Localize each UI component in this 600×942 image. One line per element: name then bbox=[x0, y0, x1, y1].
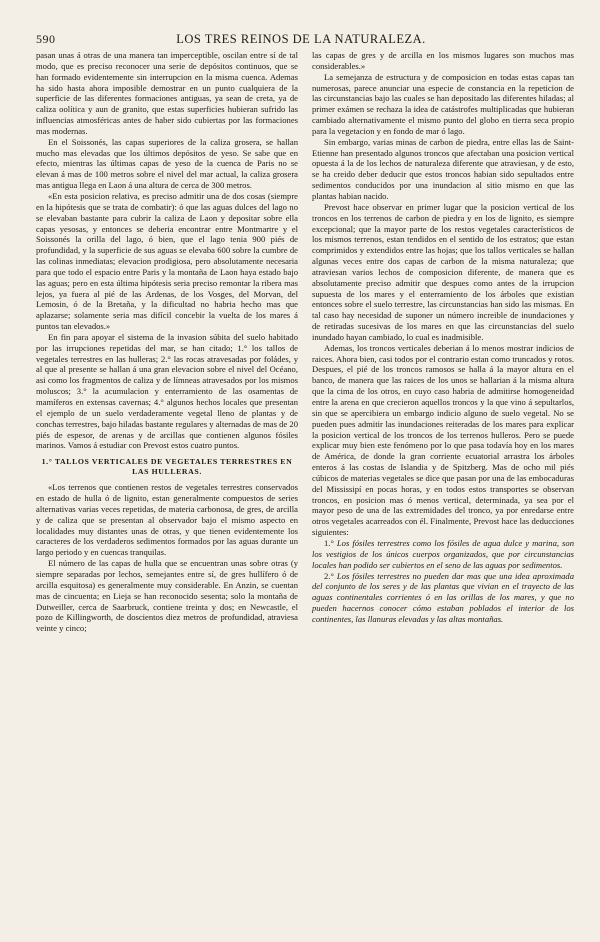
item-text: Los fósiles terrestres como los fósiles de agua dulce y marina, son los vestigios de los únicos cuerpos organizados, que por circunstancias locales han podido ser cubiertos en el seno de las aguas por sedimentos. bbox=[312, 537, 574, 570]
paragraph: pasan unas á otras de una manera tan imperceptible, oscilan entre sí de tal modo, que es preciso reconocer una serie de depósitos continuos, que se han formado evidentemente sin interrupcion en la misma cuenca. Ademas ha sido hasta ahora imposible demostrar en un punto cualquiera de la superficie de las diferentes formaciones antiguas, ya sean de creta, ya de caliza oolítica y aun de granito, que estas superficies hubieran sufrido las influencias atmosféricas antes de haber sido cubiertas por las formaciones mas modernas. bbox=[36, 50, 298, 136]
paragraph: «En esta posicion relativa, es preciso admitir una de dos cosas (siempre en la hipótesis que se trata de combatir): ó que las aguas dulces del lago no se elevaban bastante para cubrir la caliza de Laon y depositar sobre ella capas yesosas, y entonces se deberia encontrar entre Montmartre y el Soissonés la orilla del lago, ó bien, que el lago tenia 900 piés de profundidad, y la superficie de sus aguas se elevaba 600 sobre la cumbre de las colinas inmediatas; elevacion prodigiosa, pero absolutamente necesaria para que todo el espacio entre Paris y la montaña de Laon haya estado bajo las aguas; pero en esta última hipótesis seria preciso remontar la ribera mas lejos, ya fuera al pié de las Ardenas, de los Vosges, del Morvan, del Lemosin, ó de la Bretaña, y la dificultad no habria hecho mas que aplazarse; solamente seria mas difícil concebir la vuelta de los mares á puntos tan elevados.» bbox=[36, 190, 298, 332]
paragraph: «Los terrenos que contienen restos de vegetales terrestres conservados en estado de hulla ó de lignito, estan generalmente compuestos de series alternativas varias veces repetidas, de materia carbonosa, de gres, de arcilla y de caliza que se presentan al observador bajo el mismo aspecto en localidades muy distantes unas de otras, y que tienen evidentemente los caracteres de los verdaderos sedimentos formados por las aguas durante un largo periodo y en cuencas tranquilas. bbox=[36, 482, 298, 558]
item-number: 1.° bbox=[324, 537, 334, 548]
page-header bbox=[36, 32, 566, 48]
paragraph: Sin embargo, varias minas de carbon de piedra, entre ellas las de Saint-Etienne han presentado algunos troncos que afectaban una posicion vertical opuesta á la de los lechos de naturaleza diferente que atraviesan, y de esto, se ha creido deber deducir que estos troncos habian sido sepultados entre sedimentos conducidos por una inundacion al sitio mismo en que las plantas habian nacido. bbox=[312, 136, 574, 201]
deduction-item bbox=[312, 571, 574, 625]
item-text: Los fósiles terrestres no pueden dar mas que una idea aproximada del conjunto de los seres y de las plantas que vivian en el trayecto de las aguas continentales corrientes ó en las orillas de los mares, y que no pueden hacernos conocer cómo estaban poblados el interior de los continentes, las llanuras elevadas y las altas montañas. bbox=[312, 570, 574, 624]
paragraph: La semejanza de estructura y de composicion en todas estas capas tan numerosas, parece anunciar una especie de constancia en la repeticion de las circunstancias bajo las cuales se han depositado las diferentes hiladas; al primer exámen se rechaza la idea de catástrofes multiplicadas que hubieran cambiado alternativamente el mismo punto del globo en tierra seca propio para la vegetacion y en fondo de mar ó lago. bbox=[312, 71, 574, 136]
paragraph: las capas de gres y de arcilla en los mismos lugares son muchos mas considerables.» bbox=[312, 50, 574, 71]
paragraph: El número de las capas de hulla que se encuentran unas sobre otras (y siempre separadas por lechos, semejantes entre sí, de gres hullífero ó de arcilla esquitosa) es generalmente muy considerable. En Anzin, se cuentan mas de cincuenta; en Lieja se han reconocido sesenta; solo la montaña de Dutweiller, cerca de Saarbruck, contiene treinta y dos; en Newcastle, el pozo de Killingworth, de doscientos diez metros de profundidad, atraviesa veinte y cinco; bbox=[36, 558, 298, 634]
section-title: 1.° TALLOS VERTICALES DE VEGETALES TERRESTRES EN LAS HULLERAS. bbox=[41, 457, 293, 477]
paragraph: Prevost hace observar en primer lugar que la posicion vertical de los troncos en los terrenos de carbon de piedra y en los de lignito, es siempre excepcional; que la mayor parte de los restos vegetales característicos de los mismos terrenos, estan tendidos en el sentido de los estratos; que estan comprimidos y extendidos entre las hojas; que los tallos verticales se hallan algunas veces entre dos capas de carbon de la misma naturaleza; que atraviesan varios lechos de composicion diferente, de manera que es absolutamente preciso admitir que despues como antes de la irrupcion supuesta de los mares y el enterramiento de los árboles que existian entonces sobre el suelo terrestre, las circunstancias han sido las mismas. En tal caso hay necesidad de suponer un número increible de inundaciones y de retiradas sucesivas de los mares en que las circunstancias del suelo inundado hayan cambiado, lo cual es inadmisible. bbox=[312, 201, 574, 342]
deduction-item bbox=[312, 538, 574, 571]
item-number: 2.° bbox=[324, 570, 334, 581]
right-column bbox=[312, 50, 574, 625]
running-title: LOS TRES REINOS DE LA NATURALEZA. bbox=[176, 32, 426, 46]
paragraph: En el Soissonés, las capas superiores de la caliza grosera, se hallan mucho mas elevadas que los últimos depósitos de yeso. Se sabe que en efecto, mientras las últimas capas de yeso de la cuenca de Paris no se elevan á mas de 100 metros sobre el nivel del mar actual, la caliza grosera mas antigua llega en Laon á una altura de cerca de 300 metros. bbox=[36, 136, 298, 191]
paragraph: En fin para apoyar el sistema de la invasion súbita del suelo habitado por las irrupciones repetidas del mar, se han citado; 1.° los tallos de vegetales terrestres en las hulleras; 2.° las rocas atravesadas por foládes, y al que al presente se hallan á una gran elevacion sobre el nivel del Océano, asi como los fragmentos de caliza y de límneas atravesados por los mismos moluscos; 3.° la acumulacion y enterramiento de las osamentas de mamíferos en extensas cavernas; 4.° algunos hechos locales que presentan el ejemplo de un suelo verdaderamente vegetal lleno de plantas y de conchas terrestres, bajo hiladas bastante regulares y alternadas de mas de 20 piés de espesor, de arenas y de arcillas que contienen algunos fósiles marinos. Vamos á estudiar con Prevost estos cuatro puntos. bbox=[36, 331, 298, 451]
left-column bbox=[36, 50, 298, 634]
paragraph: Ademas, los troncos verticales deberian á lo menos mostrar indicios de raices. Ahora bien, casi todos por el contrario estan como truncados y rotos. Despues, el pié de los troncos ramosos se halla á la mayor altura en el banco, de manera que las raices de los unos se hallarian á la misma altura que la cima de los otros, en cuyo caso habria de admitirse homogeneidad entre la arena en que crecieron aquellos troncos y la que vino á sepultarlos, sin que se apercibiera un embargo indicio alguno de suelo vegetal. No se pueden pues admitir las inundaciones reiteradas de los mares para explicar la posicion vertical de los troncos de los terrenos hulleros. Pero se puede explicar muy bien este fenómeno por lo que pasa todavía hoy en los mares de América, de donde la gran corriente ecuatorial arrastra los árboles enteros á las costas de Islandia y de Spitzberg. Mas de ocho mil piés cúbicos de materias vegetales se dice que pasan por una de las embocaduras del Mississipí en pocas horas, y en todos estos transportes se observan troncos, en posicion mas ó menos vertical, determinada, ya sea por el mayor peso de una de las extremidades del tronco, ya por enredarse entre otros vegetales acarreados con él. Finalmente, Prevost hace las deducciones siguientes: bbox=[312, 342, 574, 538]
page-number: 590 bbox=[36, 32, 56, 46]
